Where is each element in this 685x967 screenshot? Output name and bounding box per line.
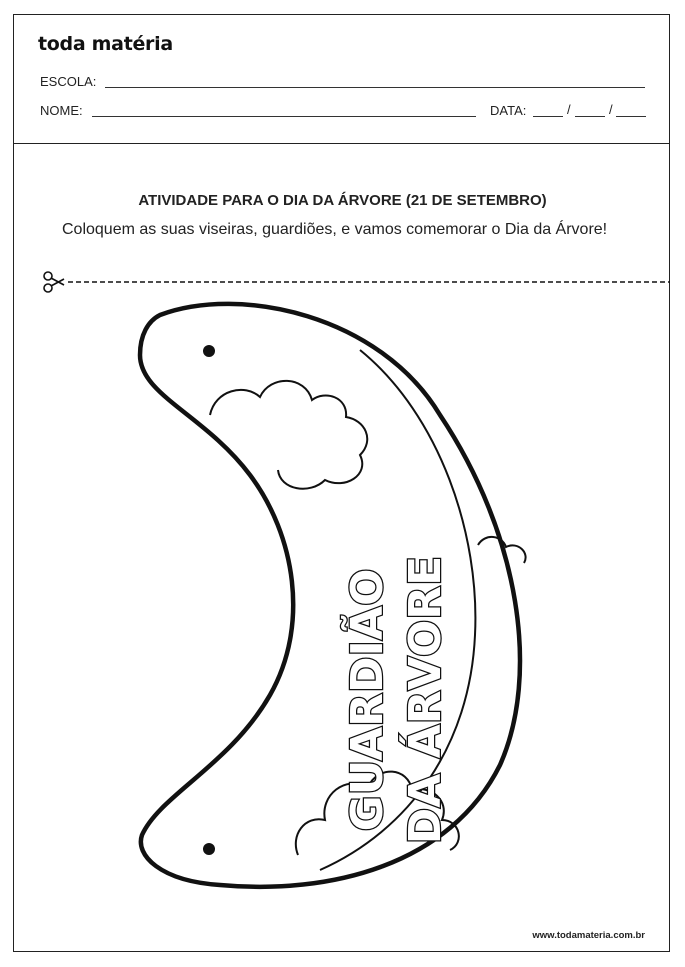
school-label: ESCOLA:: [40, 74, 97, 89]
visor-hole-top: [203, 345, 215, 357]
visor-cutout: [120, 295, 570, 895]
name-label: NOME:: [40, 103, 83, 118]
footer-url[interactable]: www.todamateria.com.br: [532, 930, 645, 941]
date-separator: /: [609, 102, 613, 117]
activity-instruction: Coloquem as suas viseiras, guardiões, e vamos comemorar o Dia da Árvore!: [62, 221, 608, 238]
header-divider: [13, 143, 670, 144]
date-separator: /: [567, 102, 571, 117]
date-label: DATA:: [490, 103, 527, 118]
visor-title-line1: GUARDIÃO: [342, 568, 393, 832]
date-day-field[interactable]: [533, 116, 563, 117]
visor-outline: [140, 304, 520, 887]
date-month-field[interactable]: [575, 116, 605, 117]
name-field[interactable]: [92, 116, 476, 117]
date-year-field[interactable]: [616, 116, 646, 117]
visor-title-line2: DA ÁRVORE: [400, 555, 451, 845]
visor-hole-bottom: [203, 843, 215, 855]
cut-line: [42, 268, 672, 298]
activity-title: ATIVIDADE PARA O DIA DA ÁRVORE (21 DE SETEMBRO): [138, 192, 547, 209]
logo: toda matéria: [38, 33, 173, 55]
scissors-icon: [44, 272, 64, 292]
school-field[interactable]: [105, 87, 645, 88]
